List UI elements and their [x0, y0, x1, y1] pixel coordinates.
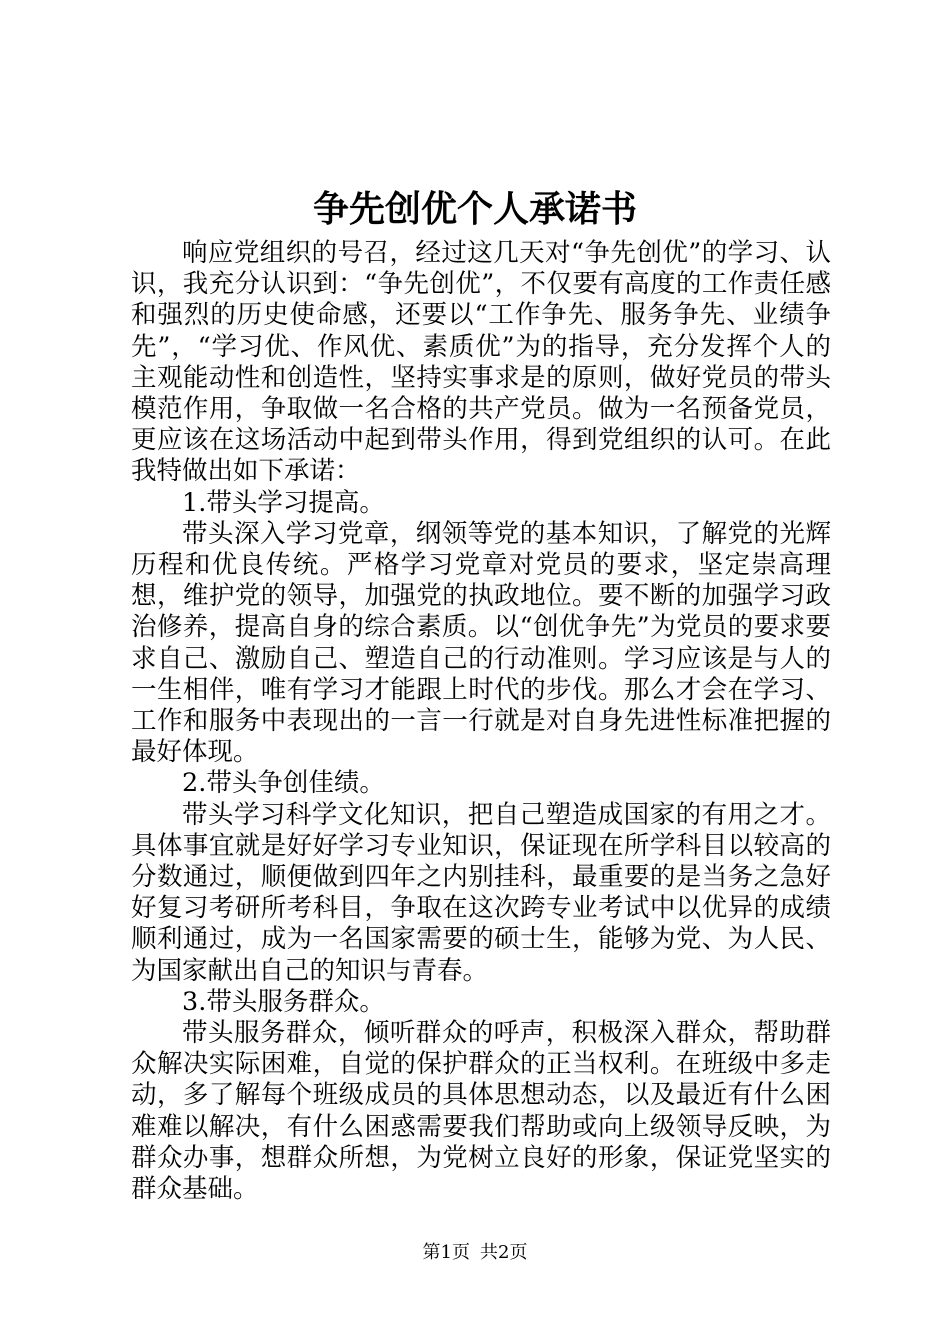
document-body — [131, 238, 831, 1205]
paragraph-section-2: 带头学习科学文化知识，把自己塑造成国家的有用之才。具体事宜就是好好学习专业知识，保证现在所学科目以较高的分数通过，顺便做到四年之内别挂科，最重要的是当务之急好好复习考研所考科目，争取在这次跨专业考试中以优异的成绩顺利通过，成为一名国家需要的硕士生，能够为党、为人民、为国家献出自己的知识与青春。 — [131, 799, 831, 986]
paragraph-section-1: 带头深入学习党章，纲领等党的基本知识，了解党的光辉历程和优良传统。严格学习党章对党员的要求，坚定崇高理想，维护党的领导，加强党的执政地位。要不断的加强学习政治修养，提高自身的综合素质。以“创优争先”为党员的要求要求自己、激励自己、塑造自己的行动准则。学习应该是与人的一生相伴，唯有学习才能跟上时代的步伐。那么才会在学习、工作和服务中表现出的一言一行就是对自身先进性标准把握的最好体现。 — [131, 518, 831, 768]
page-footer — [0, 1240, 950, 1266]
section-heading-2: 2.带头争创佳绩。 — [182, 768, 385, 799]
page-number: 第1页 — [422, 1242, 470, 1263]
page-total: 共2页 — [480, 1242, 528, 1263]
document-title: 争先创优个人承诺书 — [312, 188, 637, 230]
paragraph-intro: 响应党组织的号召，经过这几天对“争先创优”的学习、认识，我充分认识到：“争先创优”，不仅要有高度的工作责任感和强烈的历史使命感，还要以“工作争先、服务争先、业绩争先”，“学习优、作风优、素质优”为的指导，充分发挥个人的主观能动性和创造性，坚持实事求是的原则，做好党员的带头模范作用，争取做一名合格的共产党员。做为一名预备党员，更应该在这场活动中起到带头作用，得到党组织的认可。在此我特做出如下承诺： — [131, 238, 831, 487]
section-heading-3: 3.带头服务群众。 — [182, 986, 385, 1017]
paragraph-section-3: 带头服务群众，倾听群众的呼声，积极深入群众，帮助群众解决实际困难，自觉的保护群众的正当权利。在班级中多走动，多了解每个班级成员的具体思想动态，以及最近有什么困难难以解决，有什么困惑需要我们帮助或向上级领导反映，为群众办事，想群众所想，为党树立良好的形象，保证党坚实的群众基础。 — [131, 1018, 831, 1205]
section-heading-1: 1.带头学习提高。 — [182, 487, 385, 518]
